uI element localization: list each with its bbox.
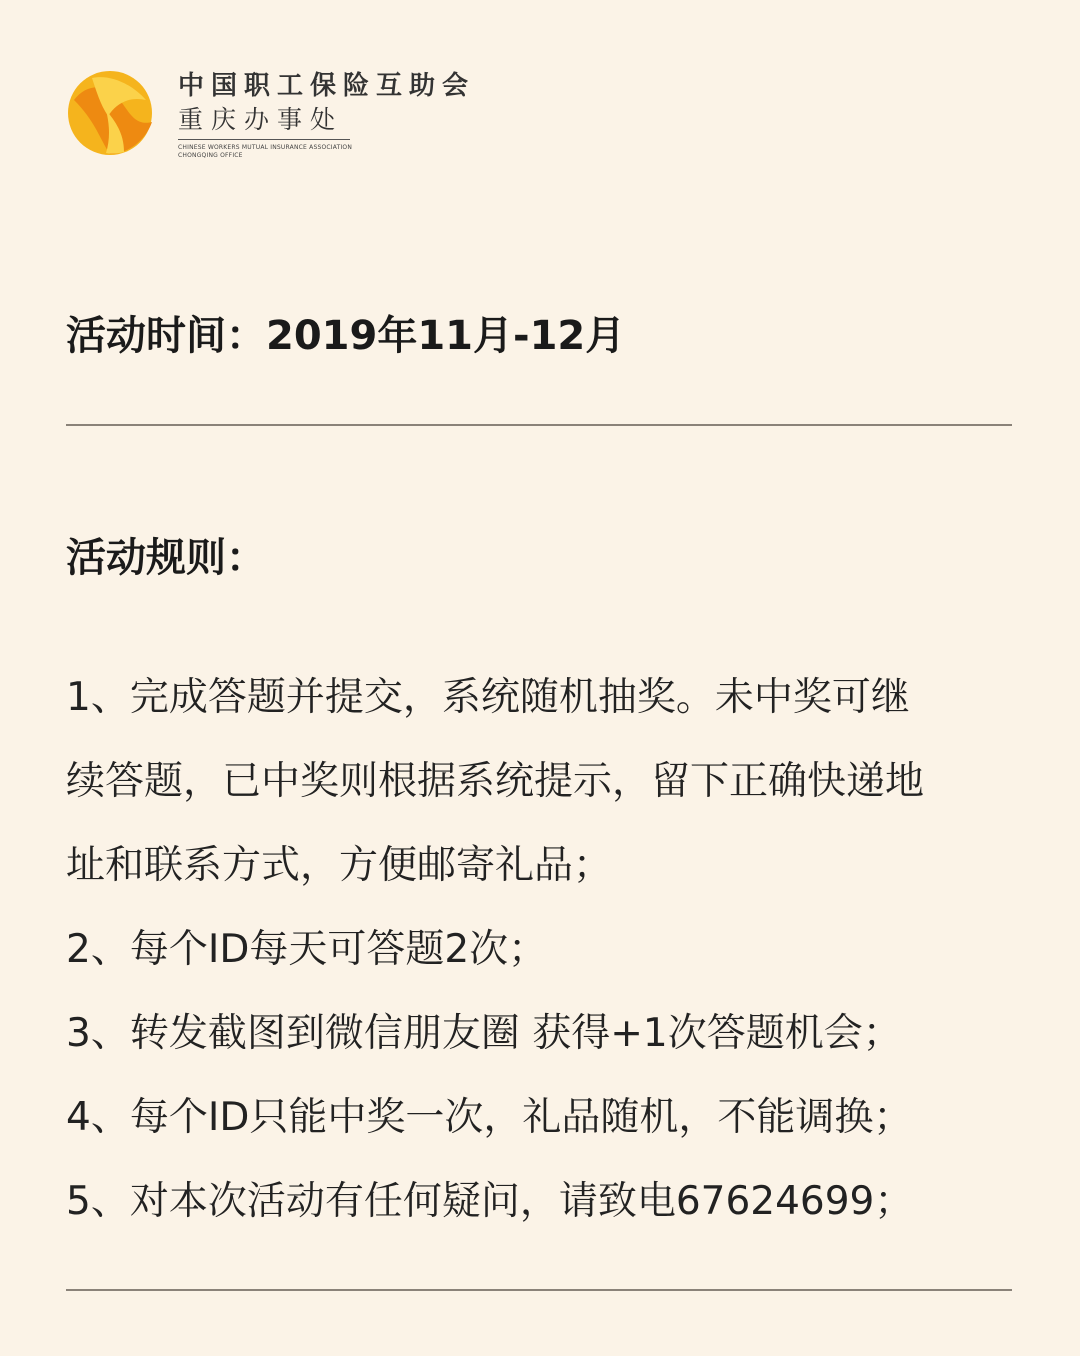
org-name-block bbox=[178, 70, 475, 160]
rule-line: 3、转发截图到微信朋友圈 获得+1次答题机会； bbox=[66, 1011, 902, 1056]
rules-list bbox=[66, 656, 1016, 1244]
top-divider bbox=[66, 424, 1012, 426]
rule-item-4 bbox=[66, 1076, 1016, 1160]
rule-item-1 bbox=[66, 656, 1016, 908]
rule-line: 1、完成答题并提交，系统随机抽奖。未中奖可继 bbox=[66, 675, 910, 720]
org-logo-icon bbox=[66, 70, 156, 156]
rules-heading: 活动规则： bbox=[66, 535, 266, 581]
bottom-divider bbox=[66, 1289, 1012, 1291]
rule-line: 址和联系方式，方便邮寄礼品； bbox=[66, 843, 613, 888]
activity-time: 活动时间：2019年11月-12月 bbox=[66, 313, 626, 359]
rule-line: 2、每个ID每天可答题2次； bbox=[66, 927, 548, 972]
rule-item-5 bbox=[66, 1160, 1016, 1244]
rule-item-2 bbox=[66, 908, 1016, 992]
org-header bbox=[66, 70, 526, 162]
org-name-en-line2: CHONGQING OFFICE bbox=[178, 152, 243, 159]
rule-item-3 bbox=[66, 992, 1016, 1076]
org-office-cn: 重庆办事处 bbox=[178, 104, 350, 140]
org-name-cn: 中国职工保险互助会 bbox=[178, 71, 476, 101]
rule-line: 续答题，已中奖则根据系统提示，留下正确快递地 bbox=[66, 759, 925, 804]
rule-line: 4、每个ID只能中奖一次，礼品随机，不能调换； bbox=[66, 1095, 913, 1140]
rule-line: 5、对本次活动有任何疑问，请致电67624699； bbox=[66, 1179, 914, 1224]
org-name-en-line1: CHINESE WORKERS MUTUAL INSURANCE ASSOCIATION bbox=[178, 144, 353, 151]
